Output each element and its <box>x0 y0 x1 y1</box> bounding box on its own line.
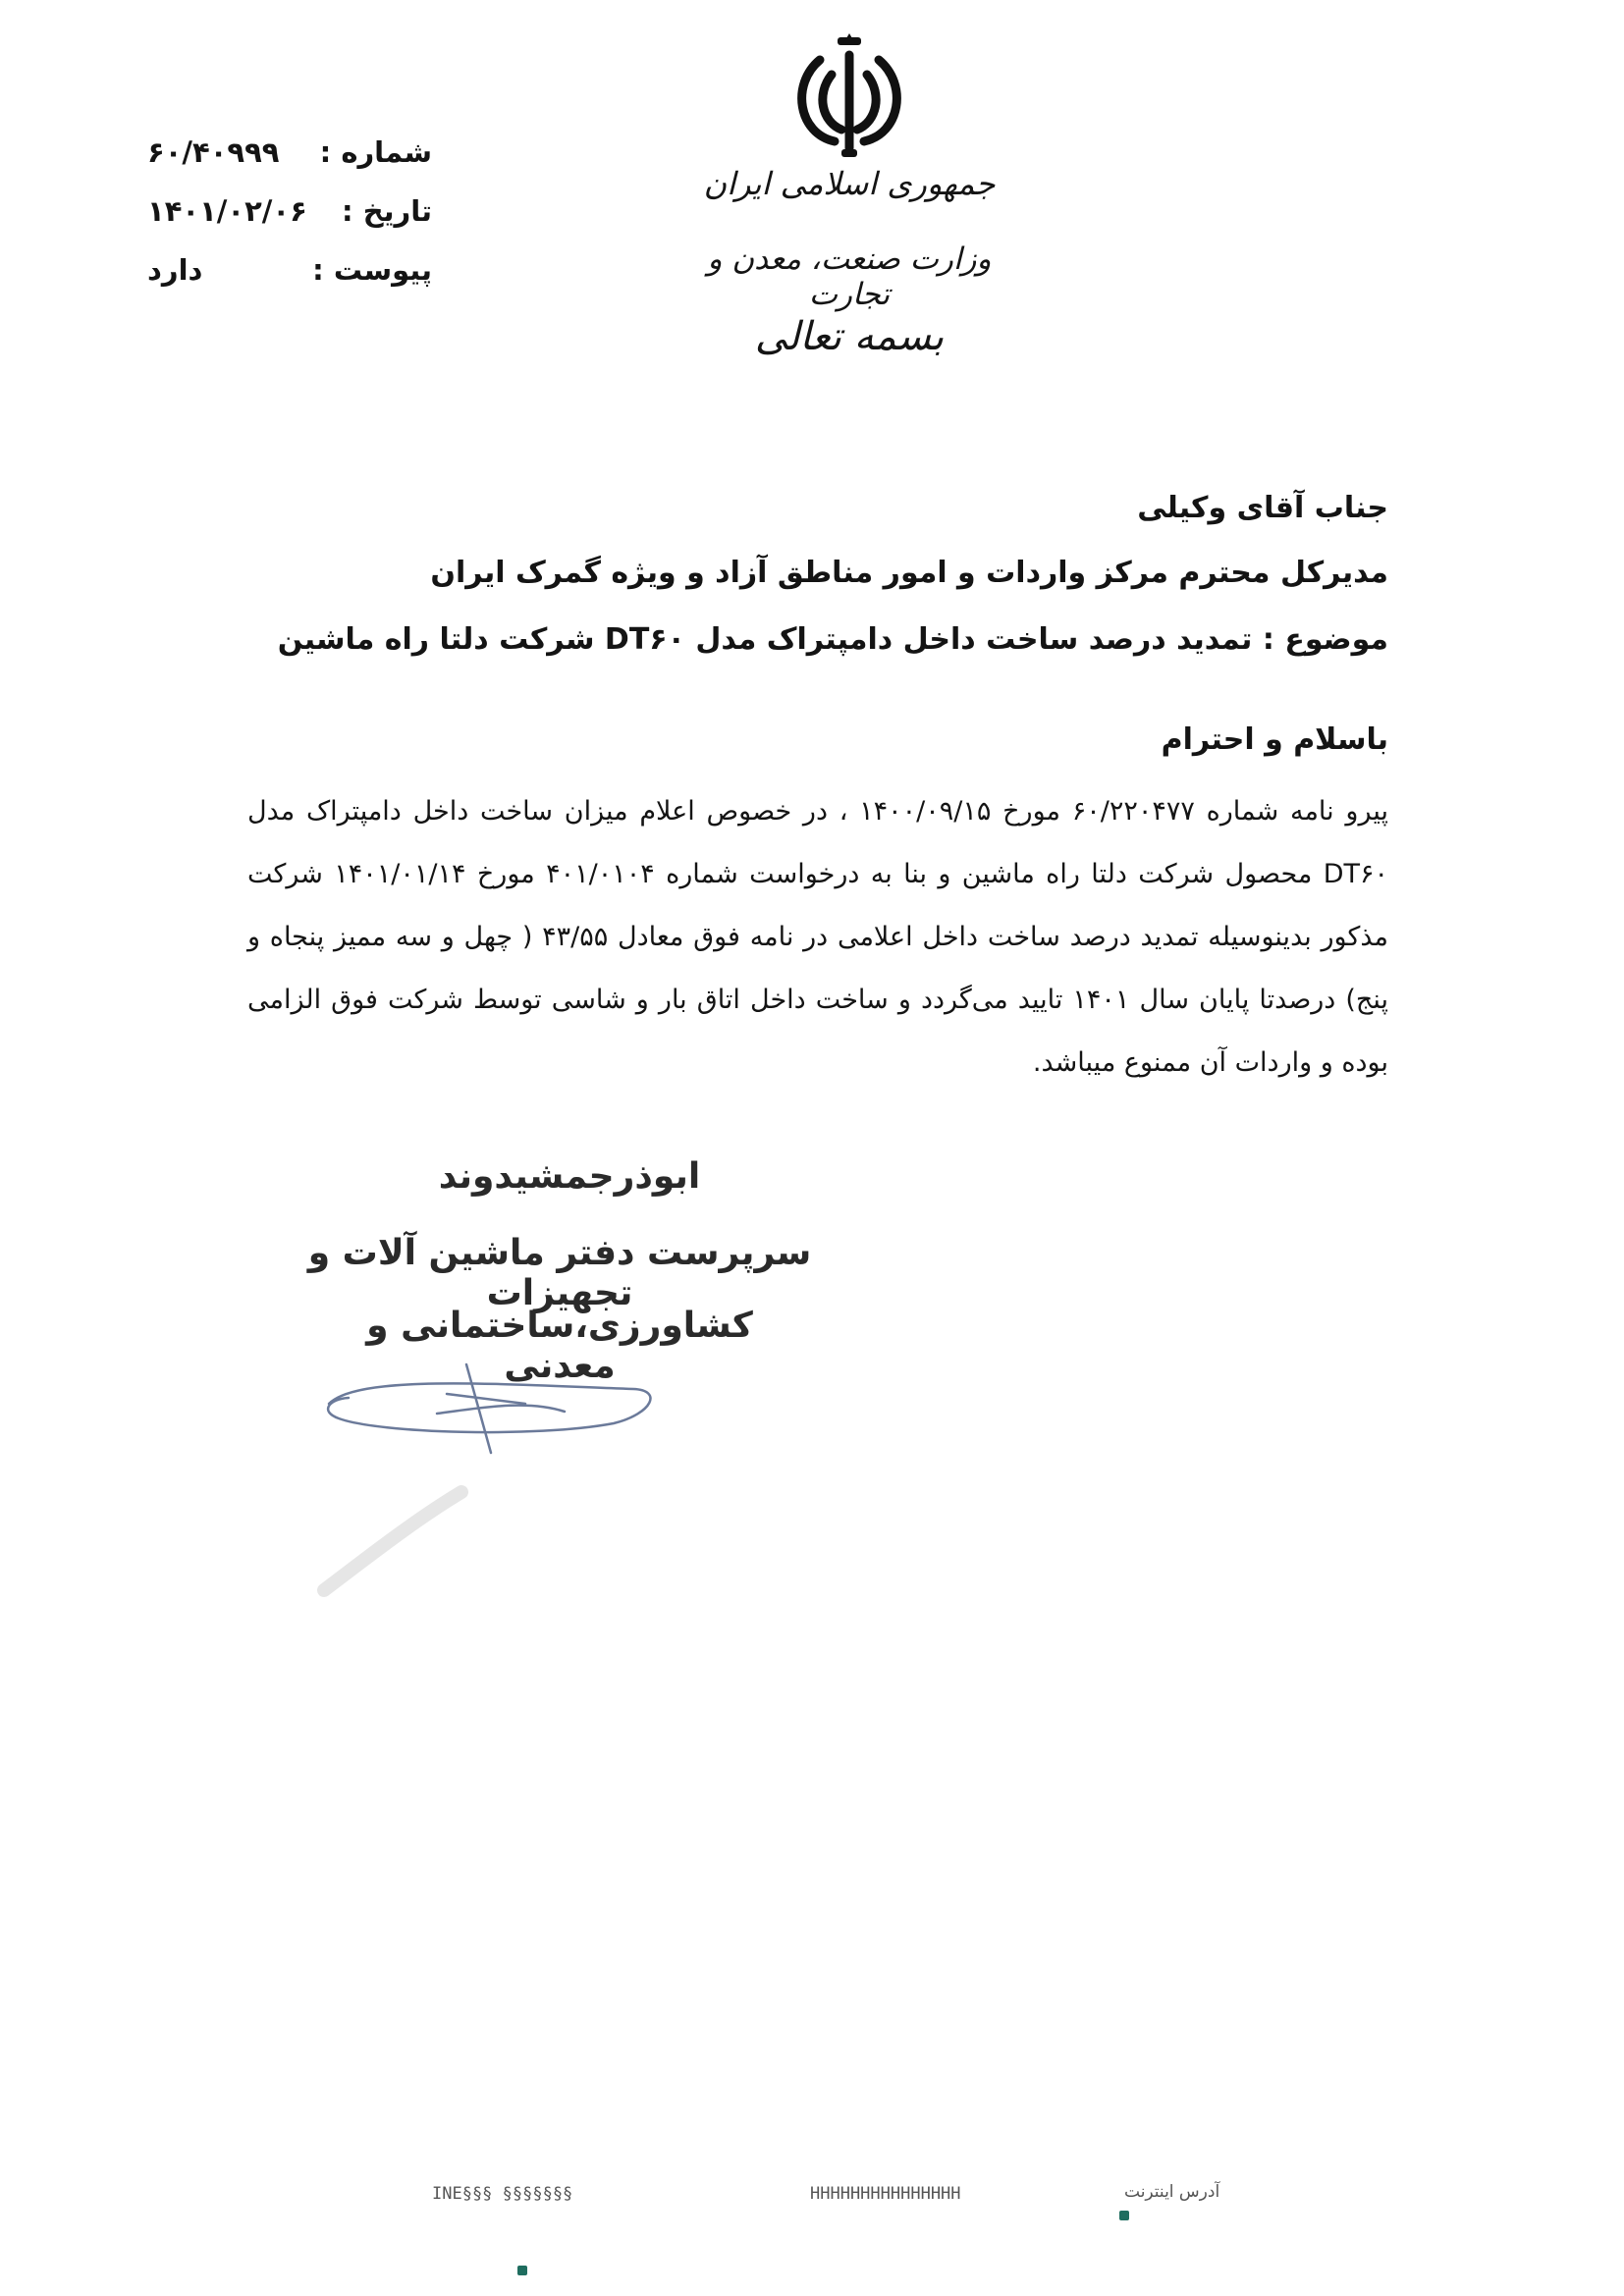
letter-attachment-value: دارد <box>147 253 203 287</box>
signatory-name: ابوذرجمشیدوند <box>438 1156 701 1197</box>
letter-number-label: شماره : <box>319 135 432 169</box>
ministry-name: وزارت صنعت، معدن و تجارت <box>707 241 992 312</box>
letter-body: پیرو نامه شماره ۶۰/۲۲۰۴۷۷ مورخ ۱۴۰۰/۰۹/۱۵ ، در خصوص اعلام میزان ساخت داخل دامپتراک مدل DT۶۰ محصول شرکت دلتا راه ماشین و بنا به درخواست شماره ۴۰۱/۰۱۰۴ مورخ ۱۴۰۱/۰۱/۱۴ شرکت مذکور بدینوسیله تمدید درصد ساخت داخل اعلامی در نامه فوق معادل ۴۳/۵۵ ( چهل و سه ممیز پنجاه و پنج) درصدتا پایان سال ۱۴۰۱ تایید می‌گردد و ساخت داخل اتاق بار و شاسی توسط شرکت فوق الزامی بوده و واردات آن ممنوع میباشد. <box>247 796 1388 1078</box>
handwritten-signature <box>319 1355 673 1463</box>
footer-text-middle: HHHHHHHHHHHHHHH <box>810 2184 961 2204</box>
letter-number <box>147 135 432 169</box>
signatory-department: کشاورزی،ساختمانی و معدنی <box>366 1306 753 1386</box>
signatory-title: سرپرست دفتر ماشین آلات و تجهیزات <box>307 1233 812 1313</box>
addressee-position: مدیرکل محترم مرکز واردات و امور مناطق آزاد و ویژه گمرک ایران <box>430 556 1388 590</box>
addressee: جناب آقای وکیلی <box>1137 491 1388 525</box>
letter-attachment <box>147 253 432 287</box>
letter-attachment-label: پیوست : <box>312 253 432 287</box>
iran-emblem-icon <box>781 26 918 163</box>
letter-date-label: تاریخ : <box>342 194 432 228</box>
footer-address-label: آدرس اینترنت <box>1124 2182 1220 2202</box>
government-name: جمهوری اسلامی ایران <box>703 165 996 202</box>
footer-mark <box>517 2266 527 2275</box>
footer-mark <box>1119 2211 1129 2220</box>
letter-date-value: ۱۴۰۱/۰۲/۰۶ <box>147 194 307 228</box>
letter-subject: موضوع : تمدید درصد ساخت داخل دامپتراک مدل DT۶۰ شرکت دلتا راه ماشین <box>277 622 1388 657</box>
footer-text-left: INE§§§ §§§§§§§ <box>432 2184 573 2204</box>
faint-mark <box>314 1482 471 1600</box>
letter-date <box>147 194 432 228</box>
letter-number-value: ۶۰/۴۰۹۹۹ <box>147 135 280 169</box>
invocation: بسمه تعالی <box>754 314 945 359</box>
greeting: باسلام و احترام <box>1161 722 1388 757</box>
